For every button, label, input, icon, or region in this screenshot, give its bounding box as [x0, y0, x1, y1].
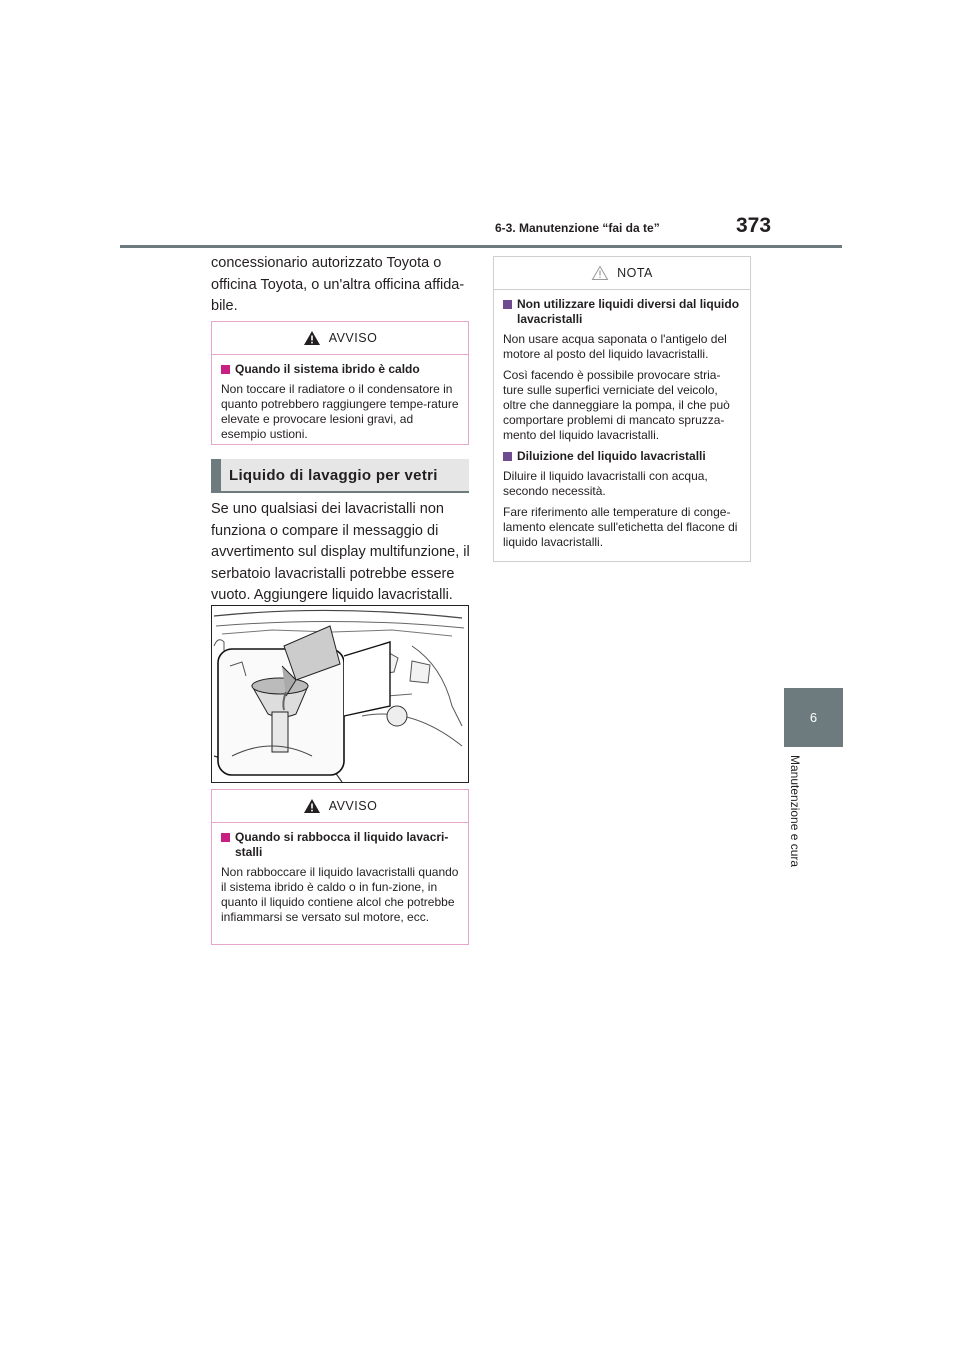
warning-item-title [221, 830, 459, 860]
warning-item-title-text: Quando si rabbocca il liquido lavacri-stalli [235, 830, 449, 859]
intro-paragraph: concessionario autorizzato Toyota o officina Toyota, o un'altra officina affida-bile. [211, 255, 465, 314]
page-number: 373 [736, 214, 772, 237]
note-item-title [503, 297, 741, 327]
warning-header [212, 790, 468, 823]
note-item-title-text: Diluizione del liquido lavacristalli [517, 449, 706, 463]
washer-refill-drawing [212, 606, 468, 782]
note-header [494, 257, 750, 290]
warning-box-refill [211, 789, 469, 945]
note-item-title-text: Non utilizzare liquidi diversi dal liquido lavacristalli [517, 297, 740, 326]
note-heading: NOTA [617, 266, 653, 280]
section-heading: 6-3. Manutenzione “fai da te” [495, 221, 660, 235]
bullet-square-icon [503, 300, 512, 309]
note-paragraph: Non usare acqua saponata o l'antigelo del motore al posto del liquido lavacristalli. [503, 332, 727, 361]
warning-triangle-icon [303, 798, 321, 814]
warning-header [212, 322, 468, 355]
warning-text: Non toccare il radiatore o il condensatore in quanto potrebbero raggiungere tempe-rature elevate e provocare lesioni gravi, ad esempio ustioni. [221, 382, 459, 441]
warning-triangle-icon [303, 330, 321, 346]
chapter-tab [784, 688, 843, 747]
note-paragraph: Fare riferimento alle temperature di conge-lamento elencate sull'etichetta del flacone di liquido lavacristalli. [503, 505, 738, 549]
chapter-number: 6 [809, 710, 818, 725]
warning-item-title [221, 362, 459, 377]
section-title: Liquido di lavaggio per vetri [211, 459, 469, 491]
engine-bay-illustration [211, 605, 469, 783]
warning-heading: AVVISO [328, 799, 378, 813]
bullet-square-icon [221, 365, 230, 374]
bullet-square-icon [221, 833, 230, 842]
warning-text: Non rabboccare il liquido lavacristalli quando il sistema ibrido è caldo o in fun-zione, in quanto il liquido contiene alcol che potrebbe infiammarsi se versato sul motore, ecc. [221, 865, 459, 924]
caution-triangle-icon [591, 265, 609, 281]
bullet-square-icon [503, 452, 512, 461]
header-divider [120, 245, 842, 248]
note-item-title [503, 449, 741, 464]
warning-item-title-text: Quando il sistema ibrido è caldo [235, 362, 420, 376]
section-title-underline [211, 491, 469, 493]
note-paragraph: Diluire il liquido lavacristalli con acqua, secondo necessità. [503, 469, 708, 498]
warning-heading: AVVISO [328, 331, 378, 345]
chapter-label: Manutenzione e cura [788, 755, 802, 868]
note-paragraph: Così facendo è possibile provocare stria-ture sulle superfici verniciate del veicolo, oltre che danneggiare la pompa, il che può comportare problemi di mancato spruzza-mento del liquido lavacristalli. [503, 368, 730, 442]
note-box [493, 256, 751, 562]
washer-fluid-paragraph: Se uno qualsiasi dei lavacristalli non funziona o compare il messaggio di avvertimento sul display multifunzione, il serbatoio lavacristalli potrebbe essere vuoto. Aggiungere liquido lavacristalli. [211, 501, 470, 603]
warning-box-hot-system [211, 321, 469, 445]
